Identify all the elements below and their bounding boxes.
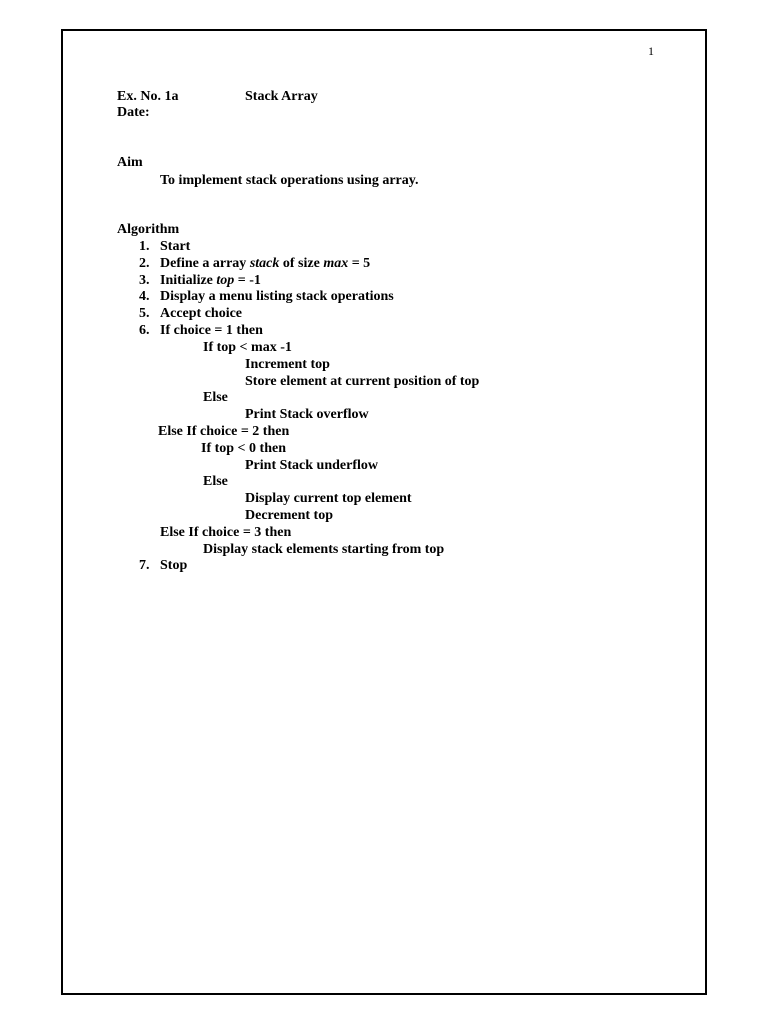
date-label: Date: [117,105,150,120]
sub-step: If top < 0 then [201,441,286,456]
sub-step: Else If choice = 2 then [158,424,290,439]
sub-step: Decrement top [245,508,333,523]
aim-heading: Aim [117,155,143,170]
algorithm-step-1 [139,238,190,255]
algorithm-step-3 [139,272,261,289]
exercise-number: Ex. No. 1a [117,89,179,104]
sub-step: Display stack elements starting from top [203,542,445,557]
step-text: Display a menu listing stack operations [160,289,394,304]
step-number: 4. [139,289,150,304]
sub-step: Print Stack underflow [245,458,378,473]
step-text-part: = -1 [234,273,261,288]
aim-text: To implement stack operations using array. [160,173,419,188]
step-number: 1. [139,239,150,254]
page-number: 1 [648,44,654,58]
algorithm-step-6 [139,322,263,339]
step-number: 2. [139,256,150,271]
algorithm-step-4 [139,288,394,305]
sub-step: Else [203,474,228,489]
step-number: 7. [139,558,150,573]
sub-step: Increment top [245,357,330,372]
step-variable: stack [249,256,280,271]
sub-step: Display current top element [245,491,412,506]
step-text-part: Initialize [160,273,217,288]
step-variable: top [216,273,235,288]
step-variable: max [323,256,349,271]
sub-step: Store element at current position of top [245,374,480,389]
algorithm-step-7 [139,557,187,574]
step-number: 3. [139,273,150,288]
algorithm-step-2 [139,255,370,272]
step-text: Stop [160,558,188,573]
exercise-title: Stack Array [245,89,318,104]
algorithm-heading: Algorithm [117,222,180,237]
algorithm-step-5 [139,305,242,322]
step-text: If choice = 1 then [160,323,263,338]
sub-step: If top < max -1 [203,340,292,355]
sub-step: Print Stack overflow [245,407,369,422]
step-text-part: = 5 [348,256,371,271]
sub-step: Else [203,390,228,405]
step-text-part: Define a array [160,256,250,271]
step-text: Start [160,239,191,254]
sub-step: Else If choice = 3 then [160,525,292,540]
step-number: 5. [139,306,150,321]
step-text: Accept choice [160,306,243,321]
step-number: 6. [139,323,150,338]
step-text-part: of size [279,256,324,271]
